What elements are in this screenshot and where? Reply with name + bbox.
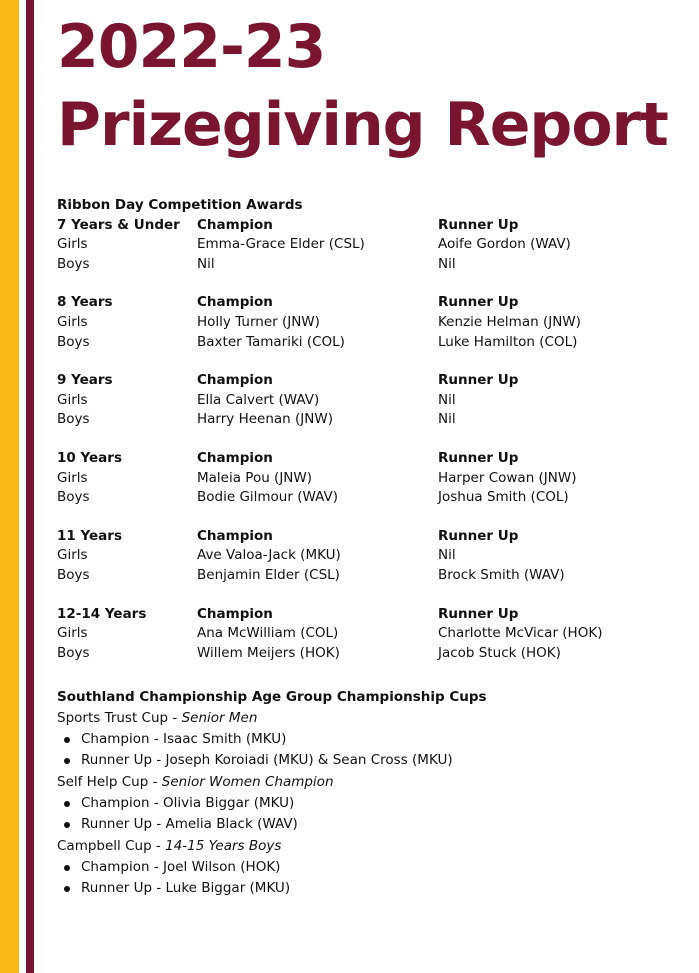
cup-award-list	[57, 729, 677, 772]
age-group-header-row	[57, 605, 677, 625]
bullet-icon	[64, 737, 70, 743]
runner-up-name: Luke Hamilton (COL)	[438, 333, 578, 350]
age-group	[57, 527, 677, 586]
champion-label: Champion	[197, 527, 273, 544]
runner-up-name: Brock Smith (WAV)	[438, 566, 565, 583]
age-label: 9 Years	[57, 372, 113, 389]
bullet-icon	[64, 801, 70, 807]
cup-award-item	[57, 750, 677, 772]
cup-separator: -	[168, 709, 182, 726]
girls-row	[57, 624, 677, 644]
cup-title	[57, 772, 677, 793]
boys-row	[57, 255, 677, 275]
age-group-header-row	[57, 449, 677, 469]
age-group-header-row	[57, 527, 677, 547]
cup-category: Senior Women Champion	[161, 773, 334, 790]
girls-row	[57, 235, 677, 255]
age-label: 12-14 Years	[57, 605, 147, 622]
cup-title	[57, 708, 677, 729]
cup-name: Sports Trust Cup	[57, 709, 169, 726]
report-title	[57, 8, 668, 164]
champion-label: Champion	[197, 216, 273, 233]
category-label: Boys	[57, 333, 90, 350]
runner-up-label: Runner Up	[438, 216, 519, 233]
age-label: 10 Years	[57, 449, 122, 466]
cup-name: Campbell Cup	[57, 837, 152, 854]
cup-separator: -	[148, 773, 162, 790]
age-group	[57, 449, 677, 508]
runner-up-label: Runner Up	[438, 449, 519, 466]
cup-separator: -	[151, 837, 166, 854]
cup-award-item	[57, 878, 677, 900]
cup-award-text: Champion - Isaac Smith (MKU)	[81, 730, 287, 747]
cup-name: Self Help Cup	[57, 773, 149, 790]
cup-list	[57, 708, 677, 900]
cup-category: Senior Men	[181, 709, 258, 726]
boys-row	[57, 644, 677, 664]
report-content	[57, 196, 677, 900]
champion-label: Champion	[197, 605, 273, 622]
age-group	[57, 293, 677, 352]
category-label: Girls	[57, 625, 88, 642]
bullet-icon	[64, 886, 70, 892]
championship-cups-section	[57, 688, 677, 900]
champion-name: Harry Heenan (JNW)	[197, 411, 333, 428]
bullet-icon	[64, 822, 70, 828]
champion-label: Champion	[197, 294, 273, 311]
boys-row	[57, 410, 677, 430]
cup-award-item	[57, 857, 677, 879]
runner-up-label: Runner Up	[438, 294, 519, 311]
maroon-side-stripe	[26, 0, 34, 973]
category-label: Girls	[57, 313, 88, 330]
boys-row	[57, 488, 677, 508]
bullet-icon	[64, 758, 70, 764]
runner-up-name: Charlotte McVicar (HOK)	[438, 625, 603, 642]
ribbon-day-results	[57, 216, 677, 664]
runner-up-label: Runner Up	[438, 372, 519, 389]
champion-label: Champion	[197, 372, 273, 389]
category-label: Girls	[57, 469, 88, 486]
boys-row	[57, 566, 677, 586]
cup-award-text: Runner Up - Luke Biggar (MKU)	[81, 880, 291, 897]
champion-name: Baxter Tamariki (COL)	[197, 333, 345, 350]
category-label: Boys	[57, 255, 90, 272]
ribbon-day-heading: Ribbon Day Competition Awards	[57, 197, 303, 213]
age-group-header-row	[57, 371, 677, 391]
cup-category: 14-15 Years Boys	[165, 837, 282, 854]
runner-up-name: Nil	[438, 547, 456, 564]
runner-up-label: Runner Up	[438, 605, 519, 622]
age-group	[57, 216, 677, 275]
runner-up-name: Kenzie Helman (JNW)	[438, 313, 581, 330]
runner-up-name: Aoife Gordon (WAV)	[438, 236, 571, 253]
report-title-text: Prizegiving Report	[57, 90, 668, 160]
age-group-header-row	[57, 293, 677, 313]
gold-side-stripe	[0, 0, 19, 973]
age-group-header-row	[57, 216, 677, 236]
champion-name: Emma-Grace Elder (CSL)	[197, 236, 365, 253]
girls-row	[57, 313, 677, 333]
cup-award-item	[57, 814, 677, 836]
champion-name: Maleia Pou (JNW)	[197, 469, 313, 486]
girls-row	[57, 391, 677, 411]
runner-up-name: Harper Cowan (JNW)	[438, 469, 577, 486]
runner-up-name: Nil	[438, 255, 456, 272]
champion-name: Ave Valoa-Jack (MKU)	[197, 547, 341, 564]
cup-award-list	[57, 793, 677, 836]
age-group	[57, 605, 677, 664]
cup-award-item	[57, 793, 677, 815]
bullet-icon	[64, 865, 70, 871]
category-label: Girls	[57, 547, 88, 564]
runner-up-label: Runner Up	[438, 527, 519, 544]
age-group	[57, 371, 677, 430]
runner-up-name: Nil	[438, 391, 456, 408]
category-label: Boys	[57, 411, 90, 428]
champion-name: Bodie Gilmour (WAV)	[197, 489, 338, 506]
runner-up-name: Nil	[438, 411, 456, 428]
champion-name: Ana McWilliam (COL)	[197, 625, 339, 642]
champion-label: Champion	[197, 449, 273, 466]
category-label: Boys	[57, 489, 90, 506]
age-label: 11 Years	[57, 527, 122, 544]
report-title-year: 2022-23	[57, 12, 326, 82]
age-label: 8 Years	[57, 294, 113, 311]
champion-name: Nil	[197, 255, 215, 272]
cup-award-text: Runner Up - Joseph Koroiadi (MKU) & Sean Cross (MKU)	[81, 752, 453, 769]
runner-up-name: Jacob Stuck (HOK)	[438, 644, 561, 661]
age-label: 7 Years & Under	[57, 216, 180, 233]
cup-award-item	[57, 729, 677, 751]
champion-name: Willem Meijers (HOK)	[197, 644, 340, 661]
girls-row	[57, 546, 677, 566]
champion-name: Holly Turner (JNW)	[197, 313, 320, 330]
girls-row	[57, 469, 677, 489]
cup-award-list	[57, 857, 677, 900]
category-label: Boys	[57, 566, 90, 583]
cup-title	[57, 836, 677, 857]
cup-award-text: Champion - Olivia Biggar (MKU)	[81, 794, 295, 811]
category-label: Boys	[57, 644, 90, 661]
champion-name: Ella Calvert (WAV)	[197, 391, 320, 408]
cup-award-text: Runner Up - Amelia Black (WAV)	[81, 816, 298, 833]
runner-up-name: Joshua Smith (COL)	[438, 489, 569, 506]
boys-row	[57, 333, 677, 353]
champion-name: Benjamin Elder (CSL)	[197, 566, 340, 583]
category-label: Girls	[57, 236, 88, 253]
category-label: Girls	[57, 391, 88, 408]
championship-cups-heading: Southland Championship Age Group Championship Cups	[57, 689, 487, 706]
cup-award-text: Champion - Joel Wilson (HOK)	[81, 858, 281, 875]
